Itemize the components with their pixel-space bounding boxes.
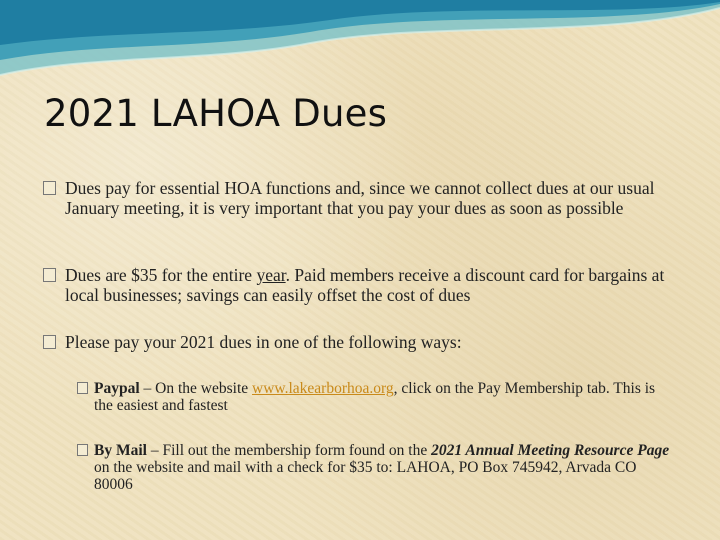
paypal-text-after: , click on the Pay Membership tab. This is the easiest and fastest [94,380,656,414]
sub-bullet-by-mail [77,442,677,493]
by-mail-text-after: on the website and mail with a check for $35 to: LAHOA, PO Box 745942, Arvada CO 80006 [94,459,637,493]
page-title: 2021 LAHOA Dues [44,92,388,135]
sub-bullet-paypal [77,380,677,414]
bullet-box-icon [43,181,56,195]
bullet-text [43,266,683,305]
bullet-text-before: Dues are $35 for the entire [65,265,257,285]
paypal-label: Paypal [94,380,140,397]
paypal-text-before: – On the website [139,380,253,397]
bullet-text: Please pay your 2021 dues in one of the following ways: [65,332,462,352]
bullet-underlined-word: year [256,265,286,285]
bullet-box-icon [43,335,56,349]
sub-bullet-box-icon [77,444,88,456]
by-mail-text-before: – Fill out the membership form found on the [146,442,432,459]
bullet-dues-amount [43,266,683,305]
resource-page-emphasis: 2021 Annual Meeting Resource Page [431,442,670,459]
website-link[interactable]: www.lakearborhoa.org [252,380,394,397]
bullet-payment-ways [43,333,683,353]
bullet-text-after: . Paid members receive a discount card for bargains at local businesses; savings can easily offset the cost of dues [65,265,665,305]
sub-bullet-box-icon [77,382,88,394]
sub-bullet-text [77,380,677,414]
bullet-dues-purpose [43,179,683,218]
bullet-box-icon [43,268,56,282]
sub-bullet-text [77,442,677,493]
bullet-text: Dues pay for essential HOA functions and, since we cannot collect dues at our usual January meeting, it is very important that you pay your dues as soon as possible [65,178,655,218]
by-mail-label: By Mail [94,442,147,459]
